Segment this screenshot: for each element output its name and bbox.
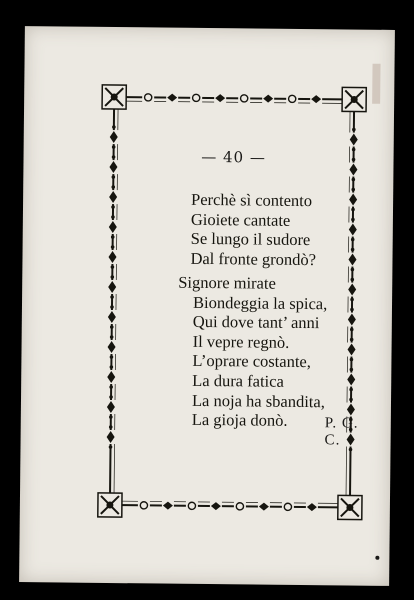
right-ornament-dot: [350, 328, 354, 332]
left-ornament-dot: [111, 265, 115, 269]
verse-line: La noja ha sbandita,: [191, 390, 325, 411]
right-ornament-dot: [350, 368, 354, 372]
left-ornament-dot: [111, 235, 115, 239]
left-ornament-dot: [110, 305, 114, 309]
right-ornament-dot: [351, 188, 355, 192]
verse-line: Biondeggia la spica,: [192, 292, 328, 313]
right-ornament-dot: [351, 238, 355, 242]
right-ornament-dot: [351, 268, 355, 272]
verse-line: Perchè sì contento: [191, 189, 313, 211]
verse-line: Gioiete cantate: [190, 209, 291, 230]
left-ornament-dot: [111, 205, 115, 209]
left-ornament-dot: [110, 355, 114, 359]
left-ornament-dot: [110, 275, 114, 279]
right-ornament-dot: [350, 358, 354, 362]
left-ornament-dot: [110, 335, 114, 339]
verse-line: La gioja donò.: [191, 410, 288, 431]
left-ornament-dot: [109, 425, 113, 429]
left-ornament-dot: [110, 365, 114, 369]
left-ornament-dot: [109, 415, 113, 419]
author-initials: P. G. C.: [324, 415, 359, 449]
ink-speck: [375, 556, 379, 560]
left-ornament-dot: [111, 245, 115, 249]
right-ornament-dot: [349, 388, 353, 392]
left-ornament-dot: [111, 185, 115, 189]
left-ornament-dot: [110, 325, 114, 329]
stanza-two: [177, 273, 328, 431]
right-ornament-dot: [352, 178, 356, 182]
left-ornament-dot: [111, 215, 115, 219]
verse-line: Il vepre regnò.: [192, 331, 290, 352]
right-ornament-dot: [351, 248, 355, 252]
verse-line: Se lungo il sudore: [190, 229, 311, 250]
right-ornament-dot: [351, 218, 355, 222]
ornamental-border: [96, 83, 369, 522]
left-ornament-dot: [110, 295, 114, 299]
printed-page: [19, 26, 395, 586]
page-edge-stain: [372, 64, 380, 104]
stanza-one: [190, 190, 316, 270]
verse-line: Signore mirate: [178, 272, 276, 293]
right-ornament-dot: [350, 278, 354, 282]
left-ornament-dot: [112, 175, 116, 179]
right-ornament-dot: [351, 208, 355, 212]
page-number: — 40 —: [201, 147, 266, 167]
left-ornament-dot: [109, 445, 113, 449]
right-ornament-dot: [352, 128, 356, 132]
right-ornament-dot: [350, 298, 354, 302]
verse-line: L’oprare costante,: [192, 351, 312, 372]
right-ornament-dot: [350, 338, 354, 342]
left-ornament-dot: [109, 395, 113, 399]
verse-line: La dura fatica: [192, 370, 284, 391]
verse-line: Qui dove tant’ anni: [192, 312, 320, 333]
right-ornament-dot: [349, 398, 353, 402]
right-ornament-dot: [350, 308, 354, 312]
verse-line: Dal fronte grondò?: [190, 248, 317, 269]
left-ornament-dot: [112, 125, 116, 129]
left-ornament-dot: [109, 385, 113, 389]
